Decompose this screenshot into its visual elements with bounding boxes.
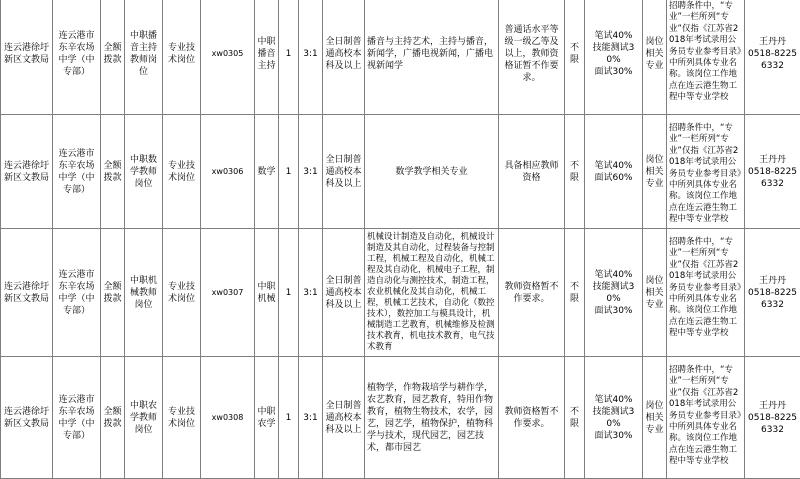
education-cell: 全日制普通高校本科及以上 <box>323 0 365 115</box>
position-name-cell: 中职机械教师岗位 <box>125 229 163 357</box>
code-cell: xw0307 <box>201 229 255 357</box>
contact-phone: 0518-82256332 <box>747 48 798 72</box>
position-type-cell: 专业技术岗位 <box>163 115 201 229</box>
exam-cell <box>585 357 643 479</box>
other-cell: 普通话水平等级一级乙等及以上，教师资格证暂不作要求。 <box>499 0 565 115</box>
remark-cell: 岗位相关专业 <box>643 357 667 479</box>
contact-phone: 0518-82256332 <box>747 287 798 311</box>
funding-cell: 全额拨款 <box>101 357 125 479</box>
contact-cell <box>745 229 800 357</box>
contact-cell <box>745 0 800 115</box>
exam-cell <box>585 115 643 229</box>
major-cell: 数学教学相关专业 <box>365 115 499 229</box>
exam-cell <box>585 229 643 357</box>
table-row <box>1 357 800 479</box>
code-cell: xw0306 <box>201 115 255 229</box>
subject-cell: 中职机械 <box>255 229 279 357</box>
position-type-cell: 专业技术岗位 <box>163 229 201 357</box>
ratio-cell: 3:1 <box>299 0 323 115</box>
other-cell: 教师资格暂不作要求。 <box>499 229 565 357</box>
contact-name: 王丹丹 <box>747 275 798 287</box>
position-type-cell: 专业技术岗位 <box>163 357 201 479</box>
remark-cell: 岗位相关专业 <box>643 0 667 115</box>
table-row <box>1 229 800 357</box>
ratio-cell: 3:1 <box>299 229 323 357</box>
position-name-cell: 中职数学教师岗位 <box>125 115 163 229</box>
unit-cell: 连云港市东辛农场中学（中专部） <box>53 357 101 479</box>
exam-line: 面试60% <box>587 172 640 184</box>
exam-line: 技能测试30% <box>587 42 640 66</box>
subject-cell: 中职播音主持 <box>255 0 279 115</box>
count-cell: 1 <box>279 115 299 229</box>
contact-name: 王丹丹 <box>747 154 798 166</box>
code-cell: xw0305 <box>201 0 255 115</box>
unit-cell: 连云港市东辛农场中学（中专部） <box>53 0 101 115</box>
position-name-cell: 中职农学教师岗位 <box>125 357 163 479</box>
unit-cell: 连云港市东辛农场中学（中专部） <box>53 229 101 357</box>
contact-name: 王丹丹 <box>747 400 798 412</box>
other-cell: 教师资格暂不作要求。 <box>499 357 565 479</box>
education-cell: 全日制普通高校本科及以上 <box>323 229 365 357</box>
education-cell: 全日制普通高校本科及以上 <box>323 357 365 479</box>
code-cell: xw0308 <box>201 357 255 479</box>
age-cell: 不限 <box>565 229 585 357</box>
contact-name: 王丹丹 <box>747 36 798 48</box>
contact-phone: 0518-82256332 <box>747 166 798 190</box>
exam-line: 笔试40% <box>587 269 640 281</box>
exam-line: 笔试40% <box>587 394 640 406</box>
dept-cell: 连云港徐圩新区文教局 <box>1 115 53 229</box>
count-cell: 1 <box>279 357 299 479</box>
position-name-cell: 中职播音主持教师岗位 <box>125 0 163 115</box>
subject-cell: 数学 <box>255 115 279 229</box>
exam-line: 面试30% <box>587 305 640 317</box>
exam-line: 技能测试30% <box>587 406 640 430</box>
exam-line: 面试30% <box>587 66 640 78</box>
major-cell: 播音与主持艺术，主持与播音，新闻学，广播电视新闻，广播电视新闻学 <box>365 0 499 115</box>
major-cell: 植物学，作物栽培学与耕作学，农艺教育，园艺教育，特用作物教育，植物生物技术，农学，园艺，园艺学，植物保护，植物科学与技术，现代园艺，园艺技术，都市园艺 <box>365 357 499 479</box>
age-cell: 不限 <box>565 0 585 115</box>
funding-cell: 全额拨款 <box>101 115 125 229</box>
exam-line: 笔试40% <box>587 160 640 172</box>
other-cell: 具备相应教师资格 <box>499 115 565 229</box>
contact-cell <box>745 357 800 479</box>
unit-cell: 连云港市东辛农场中学（中专部） <box>53 115 101 229</box>
table-row <box>1 0 800 115</box>
dept-cell: 连云港徐圩新区文教局 <box>1 229 53 357</box>
count-cell: 1 <box>279 229 299 357</box>
funding-cell: 全额拨款 <box>101 0 125 115</box>
remark-cell: 岗位相关专业 <box>643 229 667 357</box>
funding-cell: 全额拨款 <box>101 229 125 357</box>
conditions-cell: 招聘条件中，“专业”一栏所列“专业”仅指《江苏省2018年考试录用公务员专业参考目录》中所列具体专业名称。该岗位工作地点在连云港生物工程中等专业学校 <box>667 115 745 229</box>
exam-line: 面试30% <box>587 430 640 442</box>
age-cell: 不限 <box>565 115 585 229</box>
conditions-cell: 招聘条件中，“专业”一栏所列“专业”仅指《江苏省2018年考试录用公务员专业参考目录》中所列具体专业名称。该岗位工作地点在连云港生物工程中等专业学校 <box>667 357 745 479</box>
major-cell: 机械设计制造及自动化，机械设计制造及其自动化，过程装备与控制工程，机械工程及自动化，机械工程及其自动化，机械电子工程，制造自动化与测控技术，制造工程，农业机械化及其自动化，机械工程，机械工艺技术，自动化（数控技术），数控加工与模具设计，机械制造工艺教育，机械维修及检测技术教育，机电技术教育，电气技术教育 <box>365 229 499 357</box>
remark-cell: 岗位相关专业 <box>643 115 667 229</box>
contact-phone: 0518-82256332 <box>747 412 798 436</box>
conditions-cell: 招聘条件中，“专业”一栏所列“专业”仅指《江苏省2018年考试录用公务员专业参考目录》中所列具体专业名称。该岗位工作地点在连云港生物工程中等专业学校 <box>667 0 745 115</box>
education-cell: 全日制普通高校本科及以上 <box>323 115 365 229</box>
position-type-cell: 专业技术岗位 <box>163 0 201 115</box>
count-cell: 1 <box>279 0 299 115</box>
ratio-cell: 3:1 <box>299 115 323 229</box>
ratio-cell: 3:1 <box>299 357 323 479</box>
exam-cell <box>585 0 643 115</box>
contact-cell <box>745 115 800 229</box>
subject-cell: 中职农学 <box>255 357 279 479</box>
exam-line: 笔试40% <box>587 30 640 42</box>
dept-cell: 连云港徐圩新区文教局 <box>1 0 53 115</box>
table-row <box>1 115 800 229</box>
exam-line: 技能测试30% <box>587 281 640 305</box>
age-cell: 不限 <box>565 357 585 479</box>
dept-cell: 连云港徐圩新区文教局 <box>1 357 53 479</box>
conditions-cell: 招聘条件中，“专业”一栏所列“专业”仅指《江苏省2018年考试录用公务员专业参考目录》中所列具体专业名称。该岗位工作地点在连云港生物工程中等专业学校 <box>667 229 745 357</box>
